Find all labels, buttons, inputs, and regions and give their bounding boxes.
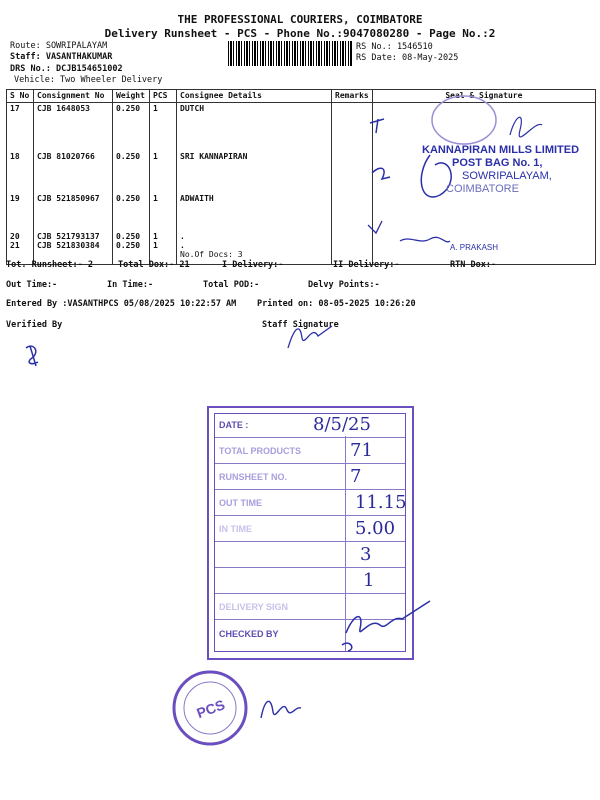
company-title: THE PROFESSIONAL COURIERS, COIMBATORE [177,13,423,26]
row-consignee-multi: . . No.Of Docs: 3 [177,231,332,265]
stamp-row: TOTAL PRODUCTS 71 [215,440,405,464]
stamp-row: DELIVERY SIGN [215,596,405,620]
total-pod: Total POD:- [203,280,260,290]
row-weight: 0.250 [113,193,150,231]
row-pcs: 1 [150,151,177,193]
row-consignment-multi: CJB 521793137 CJB 521830384 [34,231,113,265]
total-dox: Total Dox:- 21 [118,260,190,270]
staff-signature-label: Staff Signature [262,320,339,330]
company-seal: KANNAPIRAN MILLS LIMITED POST BAG No. 1, SOWRIPALAYAM, COIMBATORE [422,144,580,195]
col-remarks: Remarks [332,90,373,103]
row-pcs-multi: 1 1 [150,231,177,265]
col-seal: Seal & Signature [372,90,595,103]
stamp-row: DATE : 8/5/25 [215,414,405,438]
row-sno: 19 [7,193,34,231]
staff-label: Staff: VASANTHAKUMAR [10,52,113,62]
row-sno: 18 [7,151,34,193]
stamp-row: CHECKED BY [219,629,279,639]
printed-on: Printed on: 08-05-2025 10:26:20 [257,299,416,309]
stamp-initials [255,688,315,728]
row-consignee: SRI KANNAPIRAN [177,151,332,193]
i-delivery: I Delivery:- [222,260,284,270]
stamp-row: RUNSHEET NO. 7 [215,466,405,490]
barcode [228,41,352,66]
tot-runsheet: Tot. Runsheet:- 2 [6,260,93,270]
no-of-docs: No.Of Docs: 3 [180,249,243,259]
round-pcs-stamp [170,668,250,748]
route-label: Route: SOWRIPALAYAM [10,41,108,51]
delvy-points: Delvy Points:- [308,280,380,290]
stamp-row: 1 [215,570,405,594]
col-consignment: Consignment No [34,90,113,103]
runsheet-subtitle: Delivery Runsheet - PCS - Phone No.:9047080280 - Page No.:2 [104,27,496,40]
row-consignment: CJB 521850967 [34,193,113,231]
row-consignment: CJB 81020766 [34,151,113,193]
faint-round-seal [432,96,496,144]
ii-delivery: II Delivery:- [333,260,400,270]
row-consignment: CJB 1648053 [34,103,113,151]
drs-label: DRS No.: DCJB154651002 [10,64,123,74]
stamp-signature [330,595,440,655]
staff-signature [282,318,342,354]
col-weight: Weight [113,90,150,103]
row-consignee: DUTCH [177,103,332,151]
signature-row18 [372,168,390,179]
row-sno-multi: 20 21 [7,231,34,265]
vehicle-label: Vehicle: Two Wheeler Delivery [14,75,163,85]
signature-row17 [510,117,542,137]
tick-mark-row17 [370,119,384,133]
out-time: Out Time:- [6,280,58,290]
rs-date: RS Date: 08-May-2025 [356,53,459,63]
handwritten-name: A. PRAKASH [450,243,499,252]
row-weight: 0.250 [113,151,150,193]
rtn-dox: RTN Dox:- [450,260,497,270]
row-consignee: ADWAITH [177,193,332,231]
row-pcs: 1 [150,103,177,151]
row-weight: 0.250 [113,103,150,151]
svg-text:PCS: PCS [194,696,227,722]
verified-by: Verified By [6,320,63,330]
col-pcs: PCS [150,90,177,103]
row-sno: 17 [7,103,34,151]
stamp-row: IN TIME 5.00 [215,518,405,542]
row-pcs: 1 [150,193,177,231]
entered-by: Entered By :VASANTHPCS 05/08/2025 10:22:57 AM [6,299,237,309]
col-sno: S No [7,90,34,103]
rs-number: RS No.: 1546510 [356,42,433,52]
row-weight-multi: 0.250 0.250 [113,231,150,265]
col-consignee: Consignee Details [177,90,332,103]
stamp-row: OUT TIME 11.15 [215,492,405,516]
signature-row21 [368,221,450,242]
in-time: In Time:- [107,280,154,290]
stamp-row: 3 [215,544,405,568]
verifier-signature [20,340,60,370]
